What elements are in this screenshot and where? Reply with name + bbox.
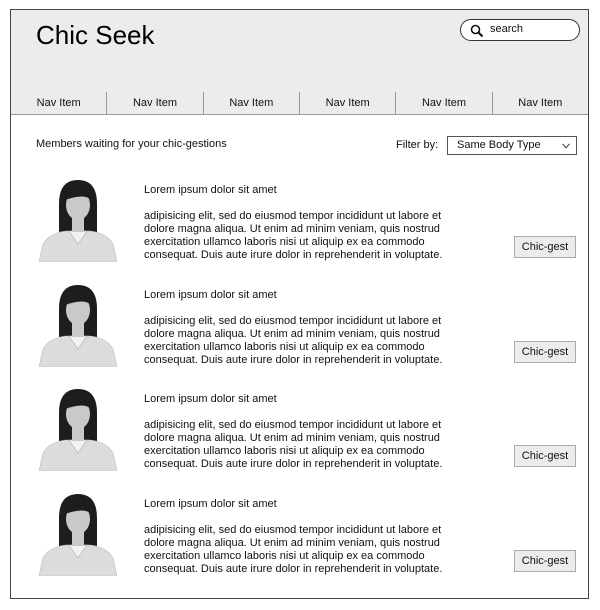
member-title: Lorem ipsum dolor sit amet <box>144 184 277 196</box>
nav-item-4[interactable]: Nav Item <box>300 92 396 114</box>
page-frame <box>10 9 589 599</box>
filter-value: Same Body Type <box>457 139 541 151</box>
chevron-down-icon <box>562 143 570 149</box>
search-icon <box>470 24 484 38</box>
member-description: adipisicing elit, sed do eiusmod tempor incididunt ut labore et dolore magna aliqua. Ut enim ad minim veniam, quis nostrud exercitation ullamco laboris nisi ut aliquip ex ea commodo consequat. Duis aute irure dolor in reprehenderit in voluptate. <box>144 524 443 575</box>
member-title: Lorem ipsum dolor sit amet <box>144 289 277 301</box>
member-item <box>11 492 588 592</box>
member-item <box>11 178 588 278</box>
member-item <box>11 387 588 487</box>
nav-item-5[interactable]: Nav Item <box>396 92 492 114</box>
filter-label: Filter by: <box>396 139 439 151</box>
member-title: Lorem ipsum dolor sit amet <box>144 498 277 510</box>
member-avatar <box>39 178 117 262</box>
chic-gest-button[interactable]: Chic-gest <box>514 550 576 572</box>
chic-gest-button[interactable]: Chic-gest <box>514 341 576 363</box>
nav-bar <box>11 92 588 115</box>
member-avatar <box>39 387 117 471</box>
member-description: adipisicing elit, sed do eiusmod tempor incididunt ut labore et dolore magna aliqua. Ut enim ad minim veniam, quis nostrud exercitation ullamco laboris nisi ut aliquip ex ea commodo consequat. Duis aute irure dolor in reprehenderit in voluptate. <box>144 315 443 366</box>
member-description: adipisicing elit, sed do eiusmod tempor incididunt ut labore et dolore magna aliqua. Ut enim ad minim veniam, quis nostrud exercitation ullamco laboris nisi ut aliquip ex ea commodo consequat. Duis aute irure dolor in reprehenderit in voluptate. <box>144 419 443 470</box>
nav-item-6[interactable]: Nav Item <box>518 97 563 109</box>
member-avatar <box>39 492 117 576</box>
member-avatar <box>39 283 117 367</box>
nav-item-1[interactable]: Nav Item <box>11 92 107 114</box>
member-title: Lorem ipsum dolor sit amet <box>144 393 277 405</box>
chic-gest-button[interactable]: Chic-gest <box>514 445 576 467</box>
nav-item-3[interactable]: Nav Item <box>204 92 300 114</box>
members-intro: Members waiting for your chic-gestions <box>36 138 227 150</box>
chic-gest-button[interactable]: Chic-gest <box>514 236 576 258</box>
member-description: adipisicing elit, sed do eiusmod tempor incididunt ut labore et dolore magna aliqua. Ut enim ad minim veniam, quis nostrud exercitation ullamco laboris nisi ut aliquip ex ea commodo consequat. Duis aute irure dolor in reprehenderit in voluptate. <box>144 210 443 261</box>
nav-item-2[interactable]: Nav Item <box>107 92 203 114</box>
search-input[interactable] <box>460 19 580 41</box>
header <box>11 10 588 93</box>
member-item <box>11 283 588 383</box>
filter-select[interactable] <box>447 136 577 155</box>
search-placeholder: search <box>490 23 524 35</box>
brand-logo[interactable]: Chic Seek <box>36 20 155 50</box>
